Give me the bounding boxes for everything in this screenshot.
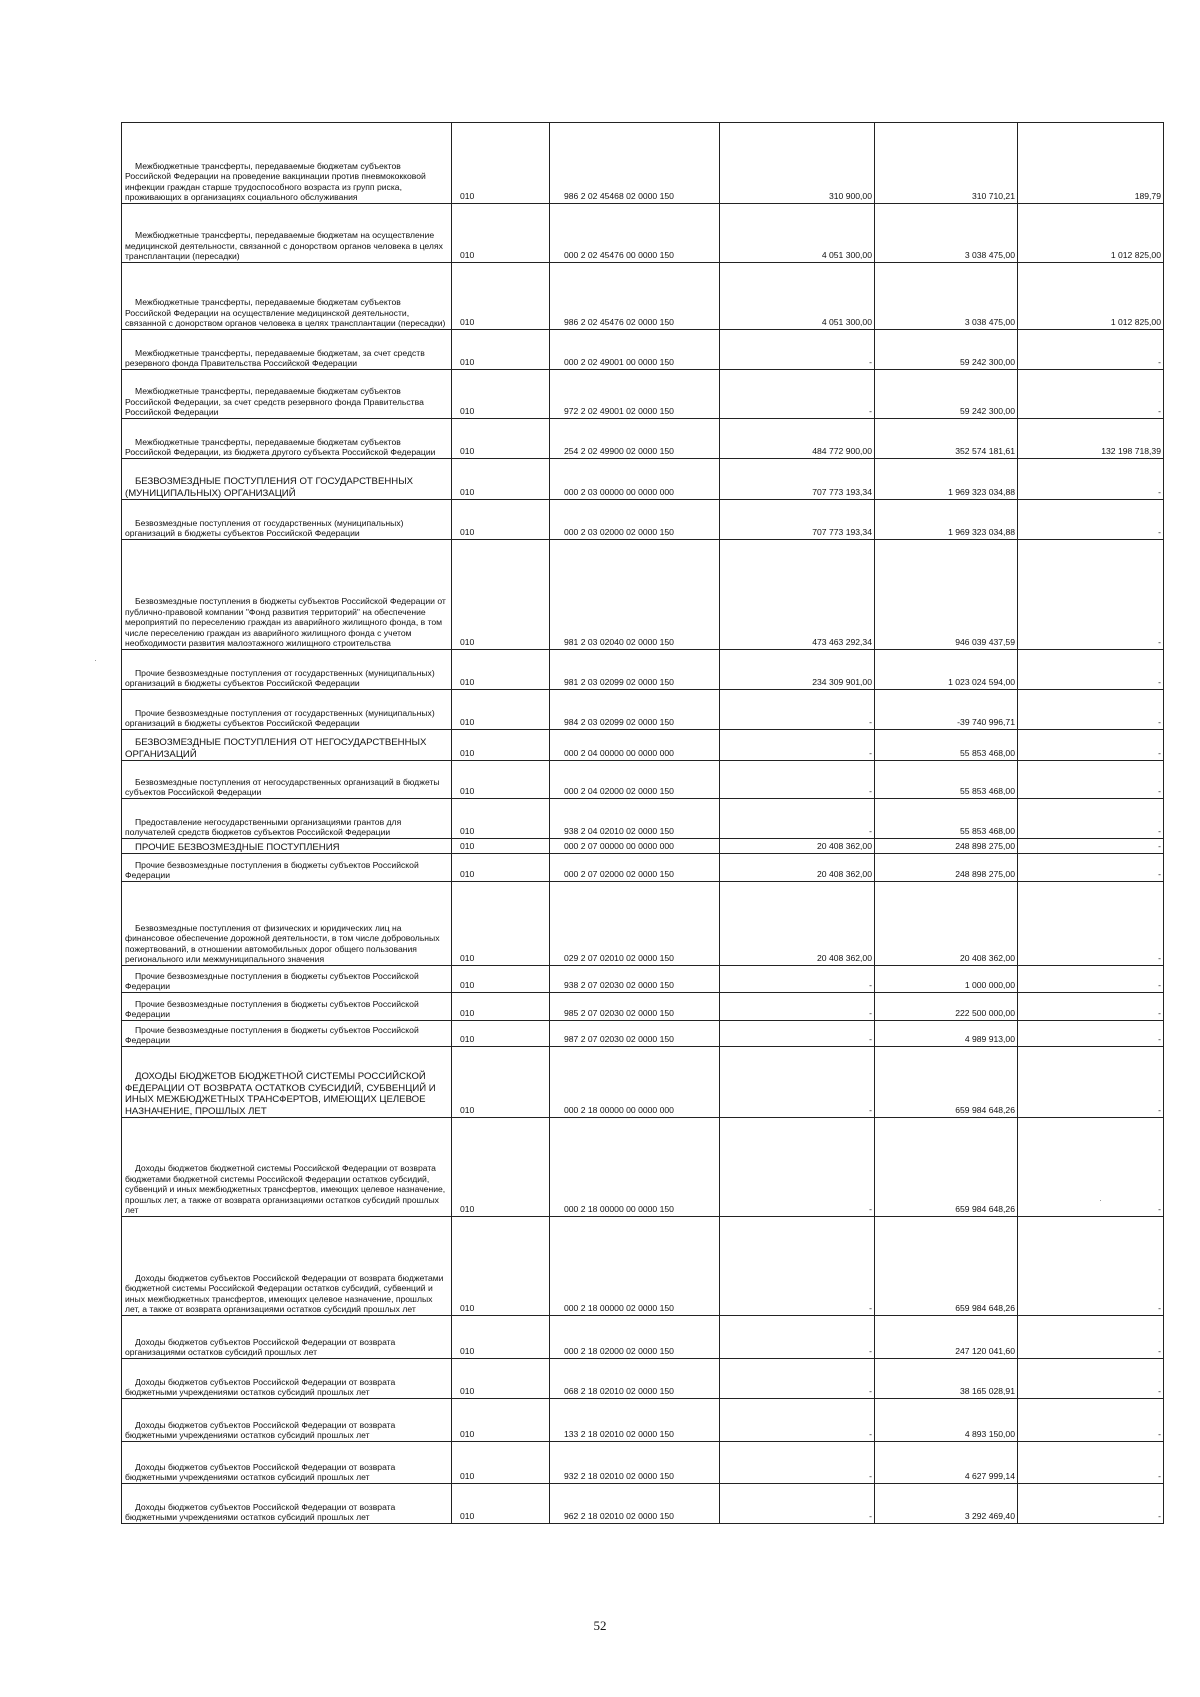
row-line-code: 010 [452, 123, 550, 204]
row-executed-amount: 247 120 041,60 [875, 1316, 1018, 1359]
row-executed-amount: 3 038 475,00 [875, 204, 1018, 263]
table-row [122, 1021, 1164, 1047]
row-unexecuted-amount: - [1018, 650, 1164, 690]
row-classification-code: 938 2 07 02030 02 0000 150 [550, 966, 720, 993]
row-approved-amount: - [720, 690, 875, 730]
row-approved-amount: 4 051 300,00 [720, 263, 875, 330]
row-description: Прочие безвозмездные поступления в бюджеты субъектов Российской Федерации [122, 966, 452, 993]
row-approved-amount: - [720, 730, 875, 761]
row-unexecuted-amount: - [1018, 690, 1164, 730]
revenue-table-body [122, 123, 1164, 1524]
row-classification-code: 938 2 04 02010 02 0000 150 [550, 799, 720, 839]
row-unexecuted-amount: - [1018, 330, 1164, 370]
row-approved-amount: - [720, 330, 875, 370]
row-approved-amount: 234 309 901,00 [720, 650, 875, 690]
row-approved-amount: - [720, 1217, 875, 1316]
table-row [122, 540, 1164, 650]
row-unexecuted-amount: - [1018, 1399, 1164, 1442]
row-line-code: 010 [452, 854, 550, 882]
row-executed-amount: 248 898 275,00 [875, 839, 1018, 854]
row-executed-amount: 352 574 181,61 [875, 419, 1018, 459]
row-description: Предоставление негосударственными организациями грантов для получателей средств бюджетов субъектов Российской Федерации [122, 799, 452, 839]
row-unexecuted-amount: - [1018, 966, 1164, 993]
row-line-code: 010 [452, 1484, 550, 1524]
row-classification-code: 000 2 18 00000 00 0000 000 [550, 1047, 720, 1118]
row-approved-amount: 310 900,00 [720, 123, 875, 204]
row-unexecuted-amount: - [1018, 1047, 1164, 1118]
row-executed-amount: 222 500 000,00 [875, 993, 1018, 1021]
table-row [122, 1316, 1164, 1359]
row-classification-code: 972 2 02 49001 02 0000 150 [550, 370, 720, 419]
row-approved-amount: - [720, 370, 875, 419]
row-classification-code: 986 2 02 45468 02 0000 150 [550, 123, 720, 204]
row-description: Доходы бюджетов бюджетной системы Российской Федерации от возврата бюджетами бюджетной системы Российской Федерации остатков субсидий, субвенций и иных межбюджетных трансфертов, имеющих целевое назначение, прошлых лет, а также от возврата организациями остатков субсидий прошлых лет [122, 1118, 452, 1217]
row-description: БЕЗВОЗМЕЗДНЫЕ ПОСТУПЛЕНИЯ ОТ НЕГОСУДАРСТВЕННЫХ ОРГАНИЗАЦИЙ [122, 730, 452, 761]
row-description: Доходы бюджетов субъектов Российской Федерации от возврата организациями остатков субсидий прошлых лет [122, 1316, 452, 1359]
row-classification-code: 987 2 07 02030 02 0000 150 [550, 1021, 720, 1047]
row-unexecuted-amount: - [1018, 500, 1164, 540]
table-row [122, 1217, 1164, 1316]
revenue-table [121, 122, 1164, 1524]
row-executed-amount: 38 165 028,91 [875, 1359, 1018, 1399]
row-executed-amount: 1 969 323 034,88 [875, 500, 1018, 540]
row-classification-code: 984 2 03 02099 02 0000 150 [550, 690, 720, 730]
row-unexecuted-amount: 1 012 825,00 [1018, 204, 1164, 263]
row-classification-code: 932 2 18 02010 02 0000 150 [550, 1442, 720, 1484]
table-row [122, 1359, 1164, 1399]
row-line-code: 010 [452, 882, 550, 966]
row-line-code: 010 [452, 1118, 550, 1217]
row-unexecuted-amount: - [1018, 882, 1164, 966]
scan-speck [1100, 1200, 1101, 1201]
table-row [122, 123, 1164, 204]
row-executed-amount: 55 853 468,00 [875, 730, 1018, 761]
row-description: Доходы бюджетов субъектов Российской Федерации от возврата бюджетными учреждениями остатков субсидий прошлых лет [122, 1484, 452, 1524]
row-approved-amount: - [720, 966, 875, 993]
row-description: Доходы бюджетов субъектов Российской Федерации от возврата бюджетными учреждениями остатков субсидий прошлых лет [122, 1399, 452, 1442]
table-row [122, 690, 1164, 730]
row-approved-amount: 4 051 300,00 [720, 204, 875, 263]
table-row [122, 761, 1164, 799]
row-line-code: 010 [452, 1399, 550, 1442]
row-approved-amount: 473 463 292,34 [720, 540, 875, 650]
row-description: Доходы бюджетов субъектов Российской Федерации от возврата бюджетными учреждениями остатков субсидий прошлых лет [122, 1359, 452, 1399]
row-line-code: 010 [452, 419, 550, 459]
row-approved-amount: - [720, 1399, 875, 1442]
row-unexecuted-amount: - [1018, 761, 1164, 799]
table-row [122, 330, 1164, 370]
row-line-code: 010 [452, 204, 550, 263]
row-executed-amount: 310 710,21 [875, 123, 1018, 204]
row-line-code: 010 [452, 1316, 550, 1359]
row-classification-code: 000 2 18 02000 02 0000 150 [550, 1316, 720, 1359]
row-line-code: 010 [452, 761, 550, 799]
row-line-code: 010 [452, 330, 550, 370]
row-classification-code: 254 2 02 49900 02 0000 150 [550, 419, 720, 459]
row-description: Межбюджетные трансферты, передаваемые бюджетам субъектов Российской Федерации, из бюджета другого субъекта Российской Федерации [122, 419, 452, 459]
row-executed-amount: 659 984 648,26 [875, 1217, 1018, 1316]
row-description: Прочие безвозмездные поступления от государственных (муниципальных) организаций в бюджеты субъектов Российской Федерации [122, 690, 452, 730]
row-executed-amount: 4 893 150,00 [875, 1399, 1018, 1442]
row-line-code: 010 [452, 993, 550, 1021]
row-description: Межбюджетные трансферты, передаваемые бюджетам на осуществление медицинской деятельности, связанной с донорством органов человека в целях трансплантации (пересадки) [122, 204, 452, 263]
table-row [122, 204, 1164, 263]
row-approved-amount: - [720, 1047, 875, 1118]
row-unexecuted-amount: - [1018, 1442, 1164, 1484]
row-approved-amount: 707 773 193,34 [720, 459, 875, 500]
row-approved-amount: - [720, 799, 875, 839]
row-executed-amount: 55 853 468,00 [875, 799, 1018, 839]
row-executed-amount: 1 023 024 594,00 [875, 650, 1018, 690]
row-line-code: 010 [452, 799, 550, 839]
row-unexecuted-amount: - [1018, 1316, 1164, 1359]
row-description: Межбюджетные трансферты, передаваемые бюджетам, за счет средств резервного фонда Правительства Российской Федерации [122, 330, 452, 370]
row-unexecuted-amount: - [1018, 799, 1164, 839]
row-executed-amount: 1 000 000,00 [875, 966, 1018, 993]
table-row [122, 730, 1164, 761]
row-classification-code: 000 2 02 45476 00 0000 150 [550, 204, 720, 263]
row-line-code: 010 [452, 1047, 550, 1118]
row-executed-amount: 248 898 275,00 [875, 854, 1018, 882]
row-classification-code: 068 2 18 02010 02 0000 150 [550, 1359, 720, 1399]
row-approved-amount: - [720, 761, 875, 799]
row-executed-amount: 55 853 468,00 [875, 761, 1018, 799]
row-line-code: 010 [452, 966, 550, 993]
table-row [122, 1399, 1164, 1442]
table-row [122, 500, 1164, 540]
row-unexecuted-amount: - [1018, 1359, 1164, 1399]
row-unexecuted-amount: - [1018, 1484, 1164, 1524]
row-unexecuted-amount: 189,79 [1018, 123, 1164, 204]
table-row [122, 419, 1164, 459]
table-row [122, 1118, 1164, 1217]
scan-speck [95, 660, 96, 661]
row-line-code: 010 [452, 459, 550, 500]
row-executed-amount: 59 242 300,00 [875, 370, 1018, 419]
row-executed-amount: 659 984 648,26 [875, 1047, 1018, 1118]
row-description: Межбюджетные трансферты, передаваемые бюджетам субъектов Российской Федерации, за счет средств резервного фонда Правительства Российской Федерации [122, 370, 452, 419]
row-classification-code: 000 2 18 00000 02 0000 150 [550, 1217, 720, 1316]
row-classification-code: 000 2 03 02000 02 0000 150 [550, 500, 720, 540]
row-description: Прочие безвозмездные поступления в бюджеты субъектов Российской Федерации [122, 1021, 452, 1047]
table-row [122, 854, 1164, 882]
row-executed-amount: 3 038 475,00 [875, 263, 1018, 330]
row-approved-amount: - [720, 1359, 875, 1399]
row-description: ПРОЧИЕ БЕЗВОЗМЕЗДНЫЕ ПОСТУПЛЕНИЯ [122, 839, 452, 854]
row-line-code: 010 [452, 1359, 550, 1399]
table-row [122, 459, 1164, 500]
row-classification-code: 000 2 07 00000 00 0000 000 [550, 839, 720, 854]
row-executed-amount: 1 969 323 034,88 [875, 459, 1018, 500]
row-unexecuted-amount: - [1018, 1217, 1164, 1316]
table-row [122, 993, 1164, 1021]
row-unexecuted-amount: - [1018, 839, 1164, 854]
row-approved-amount: - [720, 1316, 875, 1359]
row-description: Межбюджетные трансферты, передаваемые бюджетам субъектов Российской Федерации на осуществление медицинской деятельности, связанной с донорством органов человека в целях трансплантации (пересадки) [122, 263, 452, 330]
row-approved-amount: - [720, 1484, 875, 1524]
table-row [122, 839, 1164, 854]
row-approved-amount: 707 773 193,34 [720, 500, 875, 540]
row-description: Безвозмездные поступления от негосударственных организаций в бюджеты субъектов Российской Федерации [122, 761, 452, 799]
row-approved-amount: - [720, 993, 875, 1021]
row-classification-code: 985 2 07 02030 02 0000 150 [550, 993, 720, 1021]
row-line-code: 010 [452, 370, 550, 419]
row-description: Прочие безвозмездные поступления в бюджеты субъектов Российской Федерации [122, 854, 452, 882]
row-classification-code: 000 2 04 02000 02 0000 150 [550, 761, 720, 799]
row-approved-amount: - [720, 1021, 875, 1047]
row-classification-code: 000 2 02 49001 00 0000 150 [550, 330, 720, 370]
table-row [122, 1442, 1164, 1484]
row-line-code: 010 [452, 1217, 550, 1316]
table-row [122, 1047, 1164, 1118]
table-row [122, 370, 1164, 419]
row-approved-amount: 20 408 362,00 [720, 882, 875, 966]
row-unexecuted-amount: 132 198 718,39 [1018, 419, 1164, 459]
row-description: Безвозмездные поступления в бюджеты субъектов Российской Федерации от публично-правовой компании "Фонд развития территорий" на обеспечение мероприятий по переселению граждан из аварийного жилищного фонда, в том числе переселению граждан из аварийного жилищного фонда с учетом необходимости развития малоэтажного жилищного строительства [122, 540, 452, 650]
row-unexecuted-amount: - [1018, 730, 1164, 761]
row-unexecuted-amount: - [1018, 854, 1164, 882]
row-classification-code: 981 2 03 02040 02 0000 150 [550, 540, 720, 650]
row-classification-code: 000 2 18 00000 00 0000 150 [550, 1118, 720, 1217]
row-description: Межбюджетные трансферты, передаваемые бюджетам субъектов Российской Федерации на проведение вакцинации против пневмококковой инфекции граждан старше трудоспособного возраста из групп риска, проживающих в организациях социального обслуживания [122, 123, 452, 204]
table-row [122, 966, 1164, 993]
row-line-code: 010 [452, 839, 550, 854]
row-executed-amount: 3 292 469,40 [875, 1484, 1018, 1524]
row-unexecuted-amount: 1 012 825,00 [1018, 263, 1164, 330]
row-description: Доходы бюджетов субъектов Российской Федерации от возврата бюджетными учреждениями остатков субсидий прошлых лет [122, 1442, 452, 1484]
row-unexecuted-amount: - [1018, 459, 1164, 500]
row-line-code: 010 [452, 263, 550, 330]
row-approved-amount: 20 408 362,00 [720, 839, 875, 854]
table-row [122, 799, 1164, 839]
row-executed-amount: 946 039 437,59 [875, 540, 1018, 650]
row-line-code: 010 [452, 540, 550, 650]
row-line-code: 010 [452, 690, 550, 730]
row-approved-amount: - [720, 1118, 875, 1217]
page-number: 52 [593, 1618, 607, 1633]
row-executed-amount: 4 989 913,00 [875, 1021, 1018, 1047]
table-row [122, 882, 1164, 966]
row-classification-code: 029 2 07 02010 02 0000 150 [550, 882, 720, 966]
row-unexecuted-amount: - [1018, 1021, 1164, 1047]
row-line-code: 010 [452, 1021, 550, 1047]
row-approved-amount: 20 408 362,00 [720, 854, 875, 882]
table-row [122, 263, 1164, 330]
row-description: БЕЗВОЗМЕЗДНЫЕ ПОСТУПЛЕНИЯ ОТ ГОСУДАРСТВЕННЫХ (МУНИЦИПАЛЬНЫХ) ОРГАНИЗАЦИЙ [122, 459, 452, 500]
table-row [122, 650, 1164, 690]
row-classification-code: 000 2 03 00000 00 0000 000 [550, 459, 720, 500]
row-description: Безвозмездные поступления от физических и юридических лиц на финансовое обеспечение дорожной деятельности, в том числе добровольных пожертвований, в отношении автомобильных дорог общего пользования регионального или межмуниципального значения [122, 882, 452, 966]
row-line-code: 010 [452, 650, 550, 690]
row-description: Прочие безвозмездные поступления в бюджеты субъектов Российской Федерации [122, 993, 452, 1021]
row-unexecuted-amount: - [1018, 1118, 1164, 1217]
row-classification-code: 133 2 18 02010 02 0000 150 [550, 1399, 720, 1442]
row-approved-amount: 484 772 900,00 [720, 419, 875, 459]
row-classification-code: 962 2 18 02010 02 0000 150 [550, 1484, 720, 1524]
row-classification-code: 981 2 03 02099 02 0000 150 [550, 650, 720, 690]
row-executed-amount: 20 408 362,00 [875, 882, 1018, 966]
row-description: ДОХОДЫ БЮДЖЕТОВ БЮДЖЕТНОЙ СИСТЕМЫ РОССИЙСКОЙ ФЕДЕРАЦИИ ОТ ВОЗВРАТА ОСТАТКОВ СУБСИДИЙ, СУБВЕНЦИЙ И ИНЫХ МЕЖБЮДЖЕТНЫХ ТРАНСФЕРТОВ, ИМЕЮЩИХ ЦЕЛЕВОЕ НАЗНАЧЕНИЕ, ПРОШЛЫХ ЛЕТ [122, 1047, 452, 1118]
row-line-code: 010 [452, 1442, 550, 1484]
row-line-code: 010 [452, 730, 550, 761]
row-unexecuted-amount: - [1018, 370, 1164, 419]
row-approved-amount: - [720, 1442, 875, 1484]
row-line-code: 010 [452, 500, 550, 540]
table-row [122, 1484, 1164, 1524]
row-description: Безвозмездные поступления от государственных (муниципальных) организаций в бюджеты субъектов Российской Федерации [122, 500, 452, 540]
row-classification-code: 000 2 07 02000 02 0000 150 [550, 854, 720, 882]
row-classification-code: 986 2 02 45476 02 0000 150 [550, 263, 720, 330]
row-executed-amount: 659 984 648,26 [875, 1118, 1018, 1217]
row-description: Прочие безвозмездные поступления от государственных (муниципальных) организаций в бюджеты субъектов Российской Федерации [122, 650, 452, 690]
row-unexecuted-amount: - [1018, 540, 1164, 650]
row-executed-amount: 4 627 999,14 [875, 1442, 1018, 1484]
row-unexecuted-amount: - [1018, 993, 1164, 1021]
row-description: Доходы бюджетов субъектов Российской Федерации от возврата бюджетами бюджетной системы Российской Федерации остатков субсидий, субвенций и иных межбюджетных трансфертов, имеющих целевое назначение, прошлых лет, а также от возврата организациями остатков субсидий прошлых лет [122, 1217, 452, 1316]
row-executed-amount: -39 740 996,71 [875, 690, 1018, 730]
row-classification-code: 000 2 04 00000 00 0000 000 [550, 730, 720, 761]
row-executed-amount: 59 242 300,00 [875, 330, 1018, 370]
